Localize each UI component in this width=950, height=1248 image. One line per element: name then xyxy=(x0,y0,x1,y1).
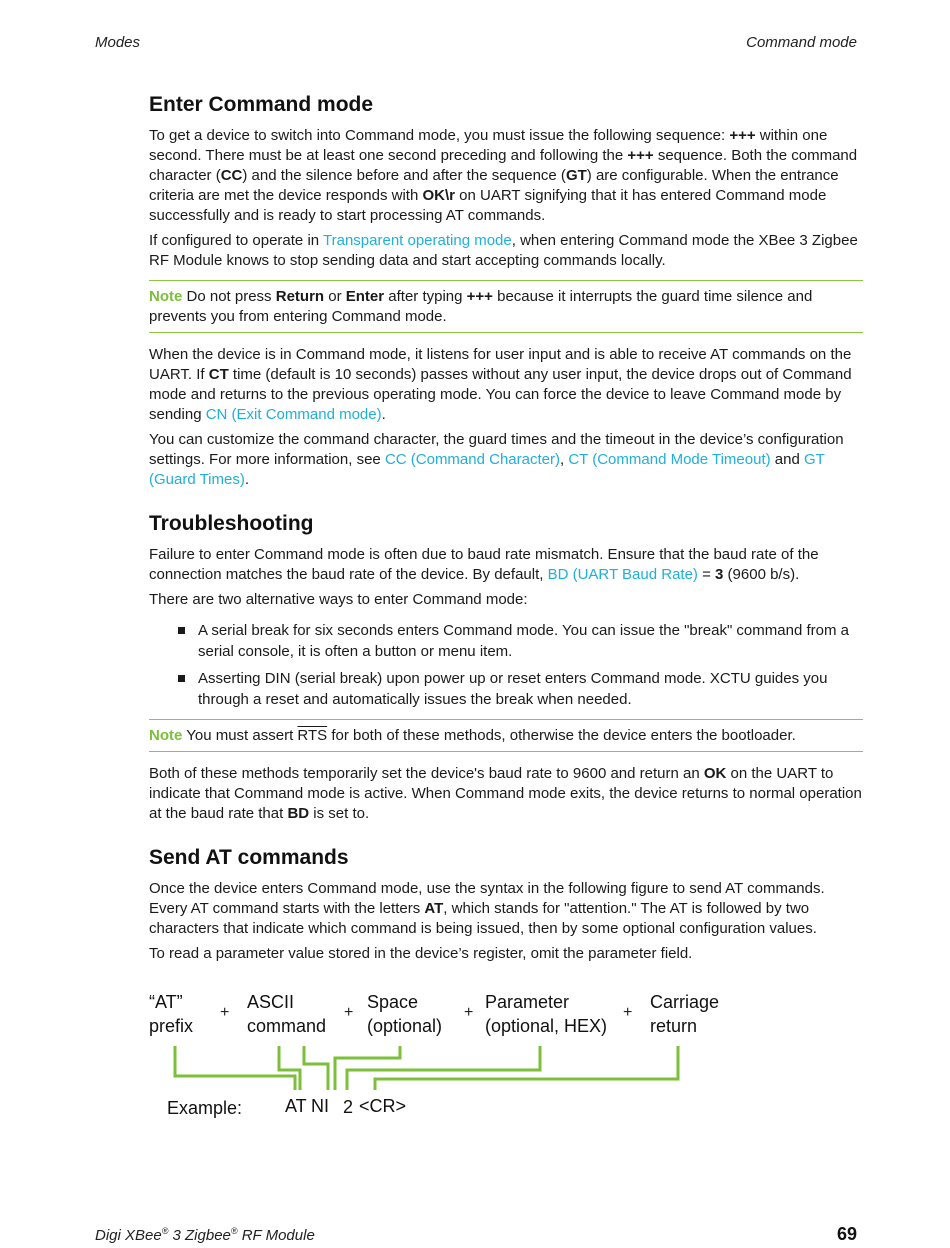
note-box: Note Do not press Return or Enter after typing +++ because it interrupts the guard time silence and prevents you from entering Command mode. xyxy=(149,280,863,333)
bullet-icon xyxy=(178,675,185,682)
cross-reference-link[interactable]: Transparent operating mode xyxy=(323,232,512,249)
plus-sign: + xyxy=(464,1004,474,1021)
plus-sign: + xyxy=(623,1004,633,1021)
paragraph: To get a device to switch into Command mode, you must issue the following sequence: +++ within one second. There must be at least one second preceding and following the +++ sequence. Both the command character (CC) and the silence before and after the sequence (GT) are configurable. When the entrance criteria are met the device responds with OK\r on UART signifying that it has entered Command mode successfully and is ready to start processing AT commands. xyxy=(149,127,858,224)
connector-line-prefix xyxy=(175,1046,295,1090)
bold-text: CC xyxy=(220,167,243,184)
example-label: Example: xyxy=(167,1098,243,1118)
bold-text: +++ xyxy=(627,147,654,164)
bold-text: +++ xyxy=(466,288,493,305)
bold-text: GT xyxy=(565,167,587,184)
cross-reference-link[interactable]: CN (Exit Command mode) xyxy=(205,406,382,423)
footer-product-name: Digi XBee® 3 Zigbee® RF Module xyxy=(95,1226,315,1244)
bullet-list xyxy=(149,620,863,710)
list-item: Asserting DIN (serial break) upon power up or reset enters Command mode. XCTU guides you through a reset and automatically issues the break when needed. xyxy=(149,668,863,710)
paragraph: Failure to enter Command mode is often due to baud rate mismatch. Ensure that the baud rate of the connection matches the baud rate of the device. By default, BD (UART Baud Rate) = 3 (9600 b/s). xyxy=(149,546,819,583)
bold-text: Enter xyxy=(345,288,385,305)
cross-reference-link[interactable]: BD (UART Baud Rate) xyxy=(547,566,698,583)
paragraph: Both of these methods temporarily set the device's baud rate to 9600 and return an OK on the UART to indicate that Command mode is active. When Command mode exits, the device returns to normal operation at the baud rate that BD is set to. xyxy=(149,765,862,822)
page-content xyxy=(149,90,863,969)
connector-line-carriage-return xyxy=(375,1046,678,1090)
paragraph: You can customize the command character, the guard times and the timeout in the device’s configuration settings. For more information, see CC (Command Character), CT (Command Mode Timeout) and GT (Guard Times). xyxy=(149,431,844,488)
section-title-send-at-commands: Send AT commands xyxy=(149,846,349,869)
label-space: Space (optional) xyxy=(367,992,443,1036)
example-cr: <CR> xyxy=(359,1096,407,1116)
paragraph: When the device is in Command mode, it listens for user input and is able to receive AT commands on the UART. If CT time (default is 10 seconds) passes without any user input, the device drops out of Command mode and returns to the previous operating mode. You can force the device to leave Command mode by sending CN (Exit Command mode). xyxy=(149,346,852,423)
bullet-icon xyxy=(178,627,185,634)
bold-text: OK\r xyxy=(422,187,455,204)
label-carriage-return: Carriage return xyxy=(650,992,720,1036)
page-number: 69 xyxy=(836,1224,857,1244)
paragraph: If configured to operate in Transparent operating mode, when entering Command mode the XBee 3 Zigbee RF Module knows to stop sending data and start accepting commands locally. xyxy=(149,232,858,269)
paragraph: To read a parameter value stored in the device’s register, omit the parameter field. xyxy=(149,945,693,962)
example-at: AT xyxy=(285,1096,307,1116)
list-item: A serial break for six seconds enters Command mode. You can issue the "break" command from a serial console, it is often a button or menu item. xyxy=(149,620,863,662)
connector-line-command-b xyxy=(304,1046,328,1090)
bold-text: OK xyxy=(703,765,727,782)
label-parameter: Parameter (optional, HEX) xyxy=(485,992,608,1036)
running-header-left: Modes xyxy=(95,34,141,51)
example-param: 2 xyxy=(343,1097,354,1117)
bold-text: 3 xyxy=(715,566,724,583)
plus-sign: + xyxy=(344,1004,354,1021)
note-box: Note You must assert $\overline{RTS}$ for both of these methods, otherwise the device enters the bootloader. xyxy=(149,719,863,752)
bold-text: CT xyxy=(208,366,229,383)
bold-text: AT xyxy=(424,900,444,917)
section-title-troubleshooting: Troubleshooting xyxy=(149,512,314,535)
section-title-enter-command-mode: Enter Command mode xyxy=(149,93,374,116)
plus-sign: + xyxy=(220,1004,230,1021)
bold-text: Return xyxy=(275,288,325,305)
at-command-syntax-diagram xyxy=(140,988,760,1128)
connector-line-command-a xyxy=(279,1046,300,1090)
cross-reference-link[interactable]: CT (Command Mode Timeout) xyxy=(568,451,771,468)
bold-text: +++ xyxy=(729,127,756,144)
cross-reference-link[interactable]: GT (Guard Times) xyxy=(149,451,825,488)
running-header-right: Command mode xyxy=(746,34,857,51)
note-label: Note xyxy=(149,727,183,744)
example-ni: NI xyxy=(311,1096,329,1116)
connector-line-space xyxy=(335,1046,400,1090)
overlined-signal: $\overline{RTS}$ xyxy=(297,727,328,744)
note-label: Note xyxy=(149,288,183,305)
bold-text: BD xyxy=(287,805,310,822)
label-ascii-command: ASCII command xyxy=(247,992,327,1036)
label-at-prefix: “AT” prefix xyxy=(149,992,194,1036)
cross-reference-link[interactable]: CC (Command Character) xyxy=(384,451,560,468)
paragraph: There are two alternative ways to enter Command mode: xyxy=(149,591,528,608)
paragraph: Once the device enters Command mode, use the syntax in the following figure to send AT commands. Every AT command starts with the letters AT, which stands for "attention." The AT is followed by two characters that indicate which command is being issued, then by some optional configuration values. xyxy=(149,880,825,937)
